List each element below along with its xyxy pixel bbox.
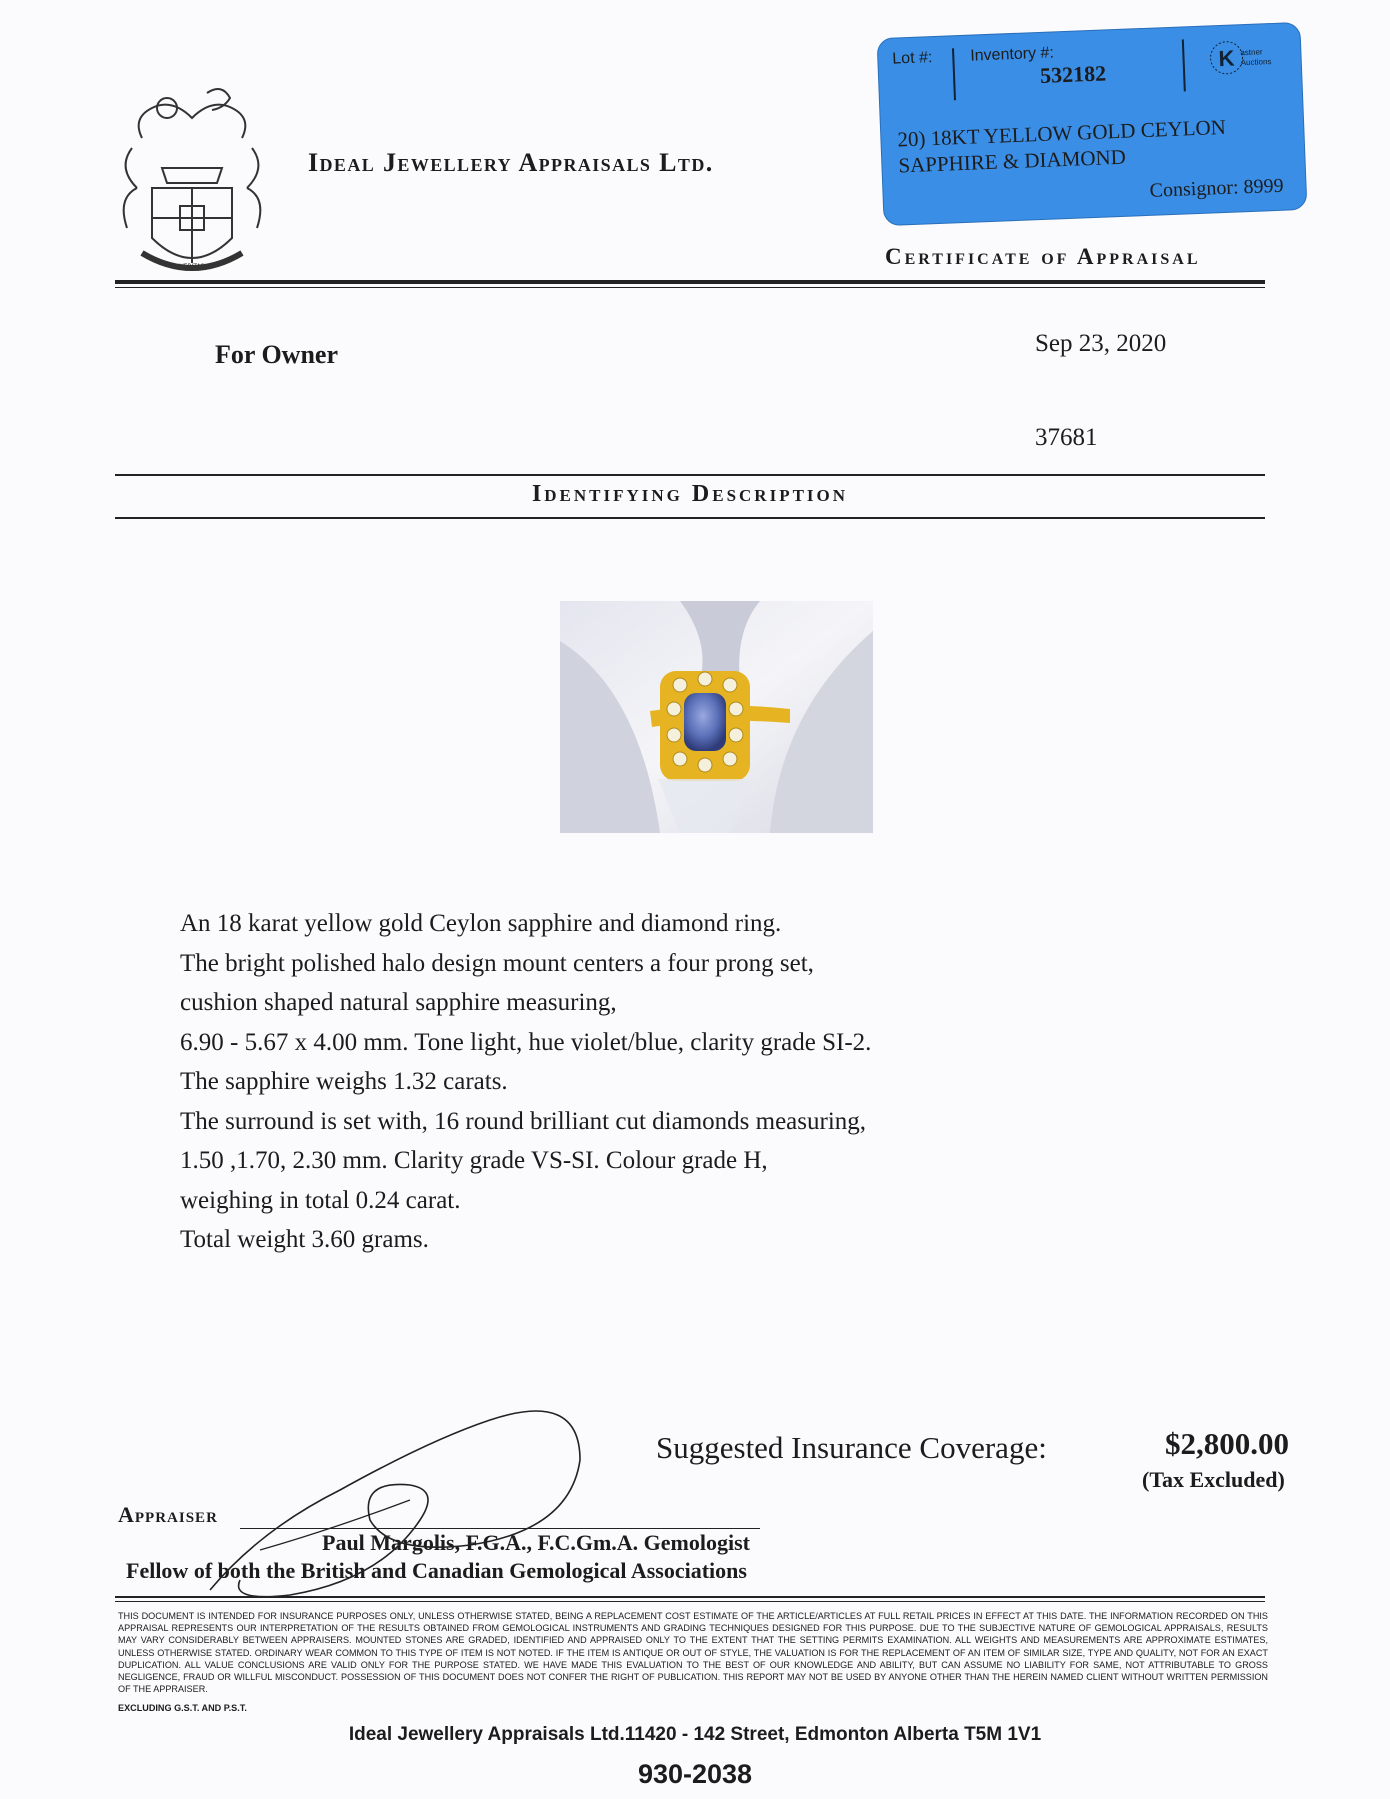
tax-exclusion-note: EXCLUDING G.S.T. AND P.S.T.: [118, 1703, 247, 1713]
kastner-auctions-logo: [1204, 32, 1286, 85]
insurance-label: Suggested Insurance Coverage:: [656, 1430, 1047, 1465]
company-address: Ideal Jewellery Appraisals Ltd.11420 - 142 Street, Edmonton Alberta T5M 1V1: [348, 1724, 1042, 1745]
inventory-heading: Inventory #:: [969, 44, 1055, 65]
svg-text:K: K: [1218, 45, 1235, 72]
footer-rule-thin: [115, 1601, 1265, 1602]
header-rule-thick: [115, 280, 1265, 284]
description-line: Total weight 3.60 grams.: [180, 1226, 429, 1253]
svg-text:astner: astner: [1240, 47, 1263, 58]
auction-lot-label: [877, 22, 1308, 226]
lot-description: [897, 114, 1227, 179]
lot-line2: SAPPHIRE & DIAMOND: [897, 144, 1127, 178]
lot-heading: Lot #:: [892, 49, 933, 68]
description-line: The sapphire weighs 1.32 carats.: [180, 1068, 508, 1095]
appraiser-fellowship: Fellow of both the British and Canadian Gemological Associations: [126, 1558, 747, 1583]
appraiser-label: Appraiser: [118, 1502, 218, 1527]
description-line: The bright polished halo design mount centers a four prong set,: [180, 949, 814, 977]
svg-text:VERITAS: VERITAS: [179, 263, 205, 270]
reference-number: 37681: [1035, 424, 1098, 451]
description-line: The surround is set with, 16 round brilliant cut diamonds measuring,: [180, 1107, 867, 1135]
footer-rule-top: [115, 1596, 1265, 1598]
appraiser-name: Paul Margolis, F.G.A., F.C.Gm.A. Gemologist: [322, 1530, 750, 1555]
description-line: cushion shaped natural sapphire measuring,: [180, 989, 617, 1016]
header-rule-thin: [115, 287, 1265, 288]
certificate-title: Certificate of Appraisal: [885, 244, 1201, 269]
consignor: Consignor: 8999: [1149, 174, 1284, 202]
ring-photo: [560, 601, 873, 833]
disclaimer-text: THIS DOCUMENT IS INTENDED FOR INSURANCE PURPOSES ONLY, UNLESS OTHERWISE STATED, BEING A REPLACEMENT COST ESTIMATE OF THE ARTICLE/ARTICLES AT FULL RETAIL PRICES IN EFFECT AT THIS DATE. THE INFORMATION RECORDED ON THIS APPRAISAL REPRESENTS OUR INTERPRETATION OF THE RESULTS OBTAINED FROM GEMOLOGICAL INSTRUMENTS AND GRADING TECHNIQUES DESIGNED FOR THIS PURPOSE. DUE TO THE SUBJECTIVE NATURE OF GEMOLOGICAL APPRAISALS, RESULTS MAY VARY CONSIDERABLY BETWEEN APPRAISERS. MOUNTED STONES ARE GRADED, IDENTIFIED AND APPRAISED ONLY TO THE EXTENT THAT THE SETTING PERMITS EXAMINATION. ALL WEIGHTS AND MEASUREMENTS ARE APPROXIMATE ESTIMATES, UNLESS OTHERWISE STATED. ORDINARY WEAR COMMON TO THIS TYPE OF ITEM IS NOT NOTED. IF THE ITEM IS ANTIQUE OR OUT OF STYLE, THE VALUATION IS FOR THE REPLACEMENT OF AN ITEM OF SIMILAR SIZE, TYPE AND QUALITY, NOT FOR AN EXACT DUPLICATION. ALL VALUE CONCLUSIONS ARE VALID ONLY FOR THE PURPOSE STATED. WE HAVE MADE THIS EVALUATION TO THE BEST OF OUR KNOWLEDGE AND ABILITY, BUT CAN ASSUME NO LIABILITY FOR SAME, NOT ATTRIBUTABLE TO GROSS NEGLIGENCE, FRAUD OR WILLFUL MISCONDUCT. POSSESSION OF THIS DOCUMENT DOES NOT CONFER THE RIGHT OF PUBLICATION. THIS REPORT MAY NOT BE USED BY ANYONE OTHER THAN THE HEREIN NAMED CLIENT WITHOUT WRITTEN PERMISSION OF THE APPRAISER.: [118, 1611, 1268, 1695]
description-line: An 18 karat yellow gold Ceylon sapphire and diamond ring.: [180, 910, 782, 937]
inventory-cell: [962, 39, 1186, 99]
description-line: 1.50 ,1.70, 2.30 mm. Clarity grade VS-SI. Colour grade H,: [180, 1147, 768, 1174]
section-title: Identifying Description: [531, 481, 849, 507]
section-rule-bottom: [115, 517, 1265, 519]
description-line: 6.90 - 5.67 x 4.00 mm. Tone light, hue violet/blue, clarity grade SI-2.: [180, 1028, 872, 1056]
appraisal-date: Sep 23, 2020: [1035, 330, 1167, 357]
coat-of-arms-logo: [112, 78, 272, 278]
tax-note: (Tax Excluded): [1142, 1467, 1285, 1492]
lot-cell: [892, 48, 956, 102]
svg-text:Auctions: Auctions: [1240, 57, 1272, 68]
insurance-amount: $2,800.00: [1165, 1426, 1289, 1461]
description-line: weighing in total 0.24 carat.: [180, 1186, 461, 1214]
company-phone: 930-2038: [637, 1759, 753, 1789]
item-description: [180, 904, 871, 1260]
owner-label: For Owner: [215, 340, 338, 369]
company-name: Ideal Jewellery Appraisals Ltd.: [308, 148, 714, 177]
inventory-number: 532182: [1039, 60, 1107, 88]
section-rule-top: [115, 474, 1265, 476]
appraiser-signature: [170, 1380, 610, 1610]
lot-line1: 20) 18KT YELLOW GOLD CEYLON: [896, 114, 1227, 152]
